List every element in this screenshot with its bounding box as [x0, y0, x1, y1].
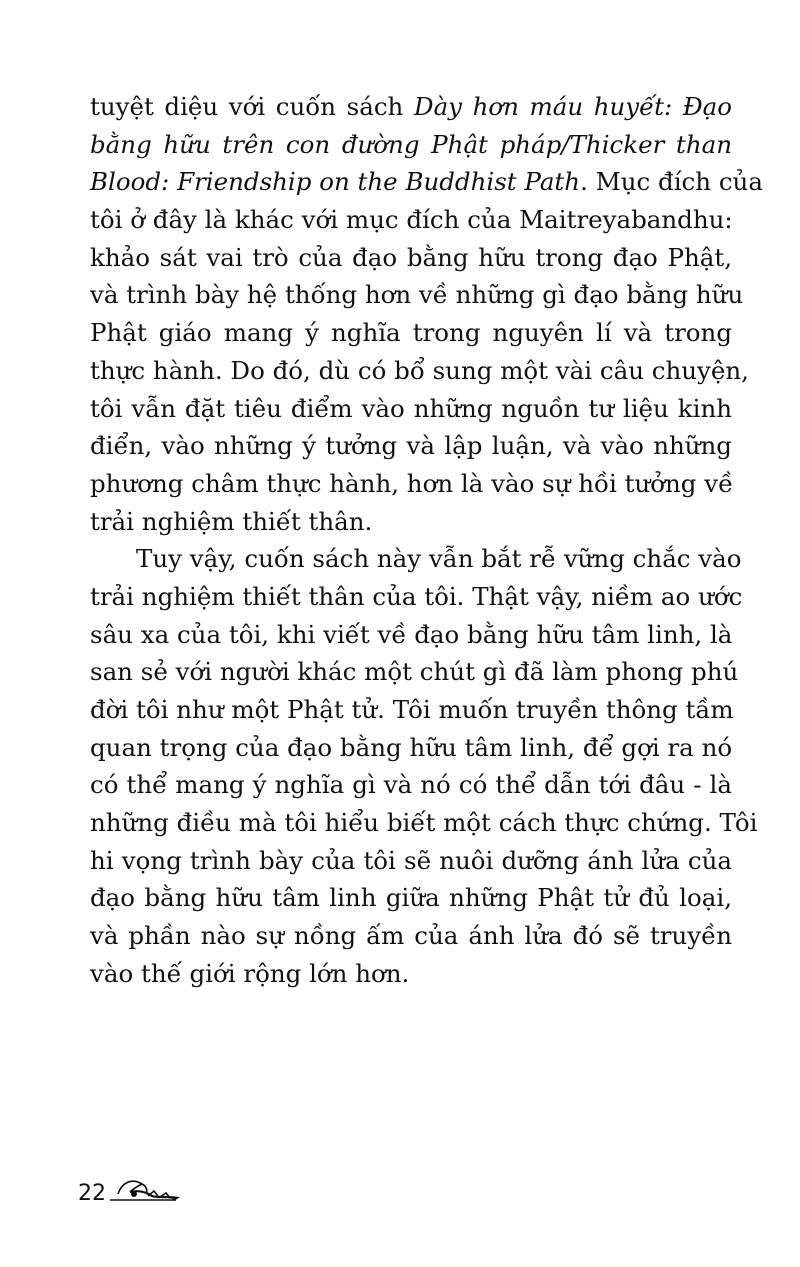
text-line: [90, 126, 732, 164]
text-run: quan trọng của đạo bằng hữu tâm linh, để gợi ra nó: [90, 732, 733, 762]
text-run: tôi ở đây là khác với mục đích của Maitreyabandhu:: [90, 205, 733, 235]
page-number: 22: [78, 1181, 106, 1206]
text-line: [90, 766, 732, 804]
page-footer: [78, 1174, 188, 1205]
text-run: Tuy vậy, cuốn sách này vẫn bắt rễ vững chắc vào: [136, 544, 742, 574]
text-line: [90, 879, 732, 917]
text-line: [90, 804, 758, 842]
text-line: [90, 616, 732, 654]
text-line: [90, 314, 732, 352]
text-run: Phật giáo mang ý nghĩa trong nguyên lí và trong: [90, 318, 732, 348]
text-run: tuyệt diệu với cuốn sách: [90, 92, 414, 121]
text-run: đời tôi như một Phật tử. Tôi muốn truyền thông tầm: [90, 695, 734, 724]
text-line: [90, 352, 749, 390]
text-line: [90, 88, 732, 126]
italic-text: bằng hữu trên con đường Phật pháp/Thicker than: [90, 129, 732, 159]
text-run: . Mục đích của: [580, 167, 763, 197]
text-line: [90, 917, 732, 955]
text-run: tôi vẫn đặt tiêu điểm vào những nguồn tư liệu kinh: [90, 393, 732, 423]
italic-text: Dày hơn máu huyết: Đạo: [413, 92, 732, 121]
text-line: [90, 729, 732, 767]
text-line: [90, 578, 743, 616]
reclining-figure-ornament-icon: [108, 1174, 188, 1208]
text-line: [90, 503, 732, 541]
text-line: [90, 691, 732, 729]
text-run: đạo bằng hữu tâm linh giữa những Phật tử đủ loại,: [90, 883, 732, 913]
text-run: san sẻ với người khác một chút gì đã làm phong phú: [90, 657, 739, 687]
text-line: [90, 201, 732, 239]
italic-text: Blood: Friendship on the Buddhist Path: [90, 167, 581, 197]
text-run: có thể mang ý nghĩa gì và nó có thể dẫn tới đâu - là: [90, 770, 732, 800]
text-line: [90, 653, 739, 691]
text-run: trải nghiệm thiết thân.: [90, 506, 373, 536]
text-line: [90, 540, 742, 578]
text-line: [90, 427, 732, 465]
text-line: [90, 276, 744, 314]
text-line: [90, 390, 732, 428]
text-line: [90, 465, 732, 503]
text-run: và trình bày hệ thống hơn về những gì đạo bằng hữu: [90, 280, 744, 310]
text-line: [90, 842, 732, 880]
text-run: những điều mà tôi hiểu biết một cách thực chứng. Tôi: [90, 808, 758, 838]
body-text: [90, 88, 763, 993]
text-line: [90, 163, 763, 201]
text-run: và phần nào sự nồng ấm của ánh lửa đó sẽ truyền: [90, 921, 732, 951]
text-run: thực hành. Do đó, dù có bổ sung một vài câu chuyện,: [90, 355, 749, 385]
paragraph: [90, 540, 758, 992]
text-run: phương châm thực hành, hơn là vào sự hồi tưởng về: [90, 468, 734, 498]
text-run: hi vọng trình bày của tôi sẽ nuôi dưỡng ánh lửa của: [90, 845, 732, 875]
text-line: [90, 239, 732, 277]
text-run: trải nghiệm thiết thân của tôi. Thật vậy, niềm ao ước: [90, 581, 743, 611]
text-run: vào thế giới rộng lớn hơn.: [90, 958, 410, 988]
paragraph: [90, 88, 763, 540]
text-line: [90, 955, 732, 993]
text-run: sâu xa của tôi, khi viết về đạo bằng hữu tâm linh, là: [90, 619, 733, 649]
text-run: điển, vào những ý tưởng và lập luận, và vào những: [90, 431, 732, 461]
text-run: khảo sát vai trò của đạo bằng hữu trong đạo Phật,: [90, 242, 732, 272]
